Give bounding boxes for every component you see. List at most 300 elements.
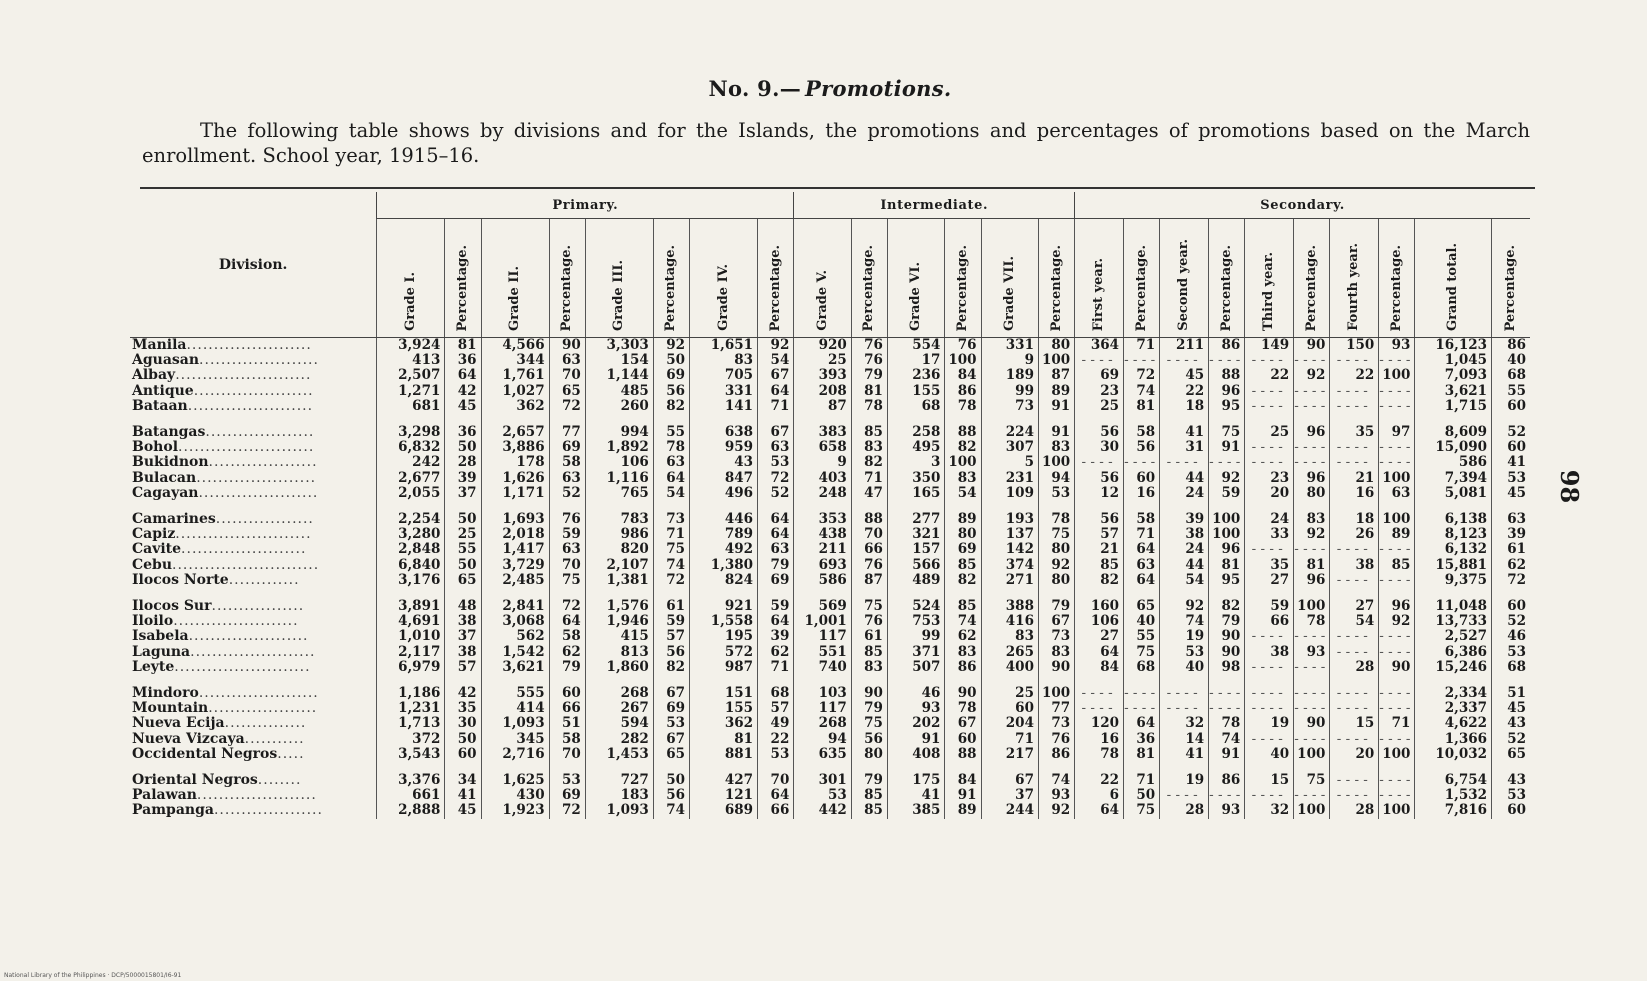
column-header-label: Grade III.	[611, 259, 627, 331]
table-cell: 78	[945, 399, 981, 414]
table-cell: 69	[653, 368, 689, 383]
table-cell: 6,132	[1415, 542, 1492, 557]
table-cell: 100	[1379, 368, 1415, 383]
table-cell: 79	[851, 368, 887, 383]
column-header-label: Grade IV.	[715, 264, 731, 331]
table-cell: 100	[1038, 686, 1074, 701]
table-cell: 34	[445, 773, 481, 788]
table-cell: 56	[1075, 512, 1124, 527]
table-cell: 52	[549, 486, 585, 501]
table-cell: 22	[1330, 368, 1379, 383]
table-cell: 727	[585, 773, 653, 788]
table-cell: 41	[1160, 747, 1209, 762]
table-cell: 19	[1160, 629, 1209, 644]
table-cell: 46	[1492, 629, 1530, 644]
table-cell: 372	[377, 732, 445, 747]
column-header	[377, 219, 445, 338]
table-cell: 16,123	[1415, 338, 1492, 354]
table-cell: 60	[1492, 440, 1530, 455]
table-cell: 57	[758, 701, 794, 716]
division-name: Bataan	[132, 397, 188, 414]
table-cell: 56	[1124, 440, 1160, 455]
table-cell: 3,176	[377, 573, 445, 588]
table-cell: 38	[1245, 645, 1294, 660]
table-cell: 74	[653, 558, 689, 573]
table-cell: 75	[851, 716, 887, 731]
table-cell: 100	[1038, 455, 1074, 470]
table-cell: 65	[653, 747, 689, 762]
division-name: Nueva Ecija	[132, 715, 225, 732]
table-cell: 21	[1330, 471, 1379, 486]
table-cell: 99	[981, 384, 1038, 399]
division-name-cell	[130, 558, 377, 573]
table-cell: 61	[1492, 542, 1530, 557]
table-cell: 65	[549, 384, 585, 399]
division-name-cell	[130, 614, 377, 629]
column-header-label: Percentage.	[954, 244, 970, 331]
table-cell: 15,246	[1415, 660, 1492, 675]
table-cell: 282	[585, 732, 653, 747]
table-cell: 77	[1038, 701, 1074, 716]
table-cell: 2,055	[377, 486, 445, 501]
table-cell: 39	[758, 629, 794, 644]
table-cell: 38	[445, 614, 481, 629]
table-cell: 92	[1038, 803, 1074, 818]
table-cell: 39	[1492, 527, 1530, 542]
table-cell: 70	[549, 368, 585, 383]
table-cell: 9	[981, 353, 1038, 368]
table-cell: 2,716	[481, 747, 549, 762]
table-cell: 33	[1245, 527, 1294, 542]
empty-cell: - - - -	[1160, 686, 1209, 701]
table-cell: 65	[1492, 747, 1530, 762]
table-cell: 22	[1075, 773, 1124, 788]
table-cell: 37	[981, 788, 1038, 803]
group-primary: Primary.	[377, 192, 794, 219]
division-name: Bukidnon	[132, 454, 209, 471]
table-cell: 94	[794, 732, 851, 747]
table-cell: 562	[481, 629, 549, 644]
table-cell: 68	[1492, 660, 1530, 675]
table-cell: 783	[585, 512, 653, 527]
top-rule	[140, 187, 1535, 189]
table-cell: 66	[851, 542, 887, 557]
table-cell: 69	[1075, 368, 1124, 383]
table-cell: 61	[653, 599, 689, 614]
column-header-label: Percentage.	[1303, 244, 1319, 331]
table-cell: 62	[1492, 558, 1530, 573]
table-cell: 103	[794, 686, 851, 701]
table-cell: 242	[377, 455, 445, 470]
table-cell: 53	[758, 455, 794, 470]
page-number: 98	[1555, 469, 1585, 504]
table-cell: 56	[653, 788, 689, 803]
column-header	[1330, 219, 1379, 338]
empty-cell: - - - -	[1330, 701, 1379, 716]
table-cell: 97	[1379, 425, 1415, 440]
table-row	[130, 660, 1530, 675]
table-cell: 64	[758, 527, 794, 542]
table-cell: 92	[1294, 527, 1330, 542]
table-cell: 59	[653, 614, 689, 629]
table-cell: 90	[945, 686, 981, 701]
table-cell: 75	[851, 599, 887, 614]
empty-cell: - - - -	[1294, 686, 1330, 701]
table-cell: 824	[689, 573, 757, 588]
table-cell: 813	[585, 645, 653, 660]
table-cell: 106	[585, 455, 653, 470]
table-cell: 7,093	[1415, 368, 1492, 383]
empty-cell: - - - -	[1075, 701, 1124, 716]
table-cell: 59	[758, 599, 794, 614]
table-cell: 19	[1160, 773, 1209, 788]
table-cell: 25	[981, 686, 1038, 701]
table-cell: 25	[445, 527, 481, 542]
table-cell: 62	[549, 645, 585, 660]
empty-cell: - - - -	[1075, 353, 1124, 368]
table-cell: 81	[1124, 747, 1160, 762]
table-cell: 87	[851, 573, 887, 588]
table-cell: 71	[1124, 527, 1160, 542]
empty-cell: - - - -	[1330, 353, 1379, 368]
table-title	[0, 76, 1647, 101]
table-cell: 12	[1075, 486, 1124, 501]
table-cell: 24	[1245, 512, 1294, 527]
column-header-label: Fourth year.	[1346, 243, 1362, 331]
table-cell: 32	[1160, 716, 1209, 731]
table-cell: 3,376	[377, 773, 445, 788]
column-header-label: Grade V.	[814, 270, 830, 331]
division-name-cell	[130, 629, 377, 644]
table-cell: 403	[794, 471, 851, 486]
table-cell: 64	[758, 512, 794, 527]
table-cell: 81	[851, 384, 887, 399]
table-cell: 66	[1245, 614, 1294, 629]
table-cell: 1,186	[377, 686, 445, 701]
table-cell: 7,394	[1415, 471, 1492, 486]
table-cell: 71	[981, 732, 1038, 747]
table-cell: 6,754	[1415, 773, 1492, 788]
table-cell: 64	[1075, 645, 1124, 660]
empty-cell: - - - -	[1124, 701, 1160, 716]
column-header	[945, 219, 981, 338]
table-cell: 51	[1492, 686, 1530, 701]
division-name-cell	[130, 732, 377, 747]
table-cell: 1,626	[481, 471, 549, 486]
group-secondary: Secondary.	[1075, 192, 1530, 219]
table-cell: 1,576	[585, 599, 653, 614]
table-cell: 1,417	[481, 542, 549, 557]
table-cell: 41	[445, 788, 481, 803]
table-cell: 430	[481, 788, 549, 803]
table-cell: 20	[1245, 486, 1294, 501]
table-cell: 50	[445, 440, 481, 455]
table-cell: 364	[1075, 338, 1124, 354]
table-cell: 67	[1038, 614, 1074, 629]
table-cell: 1,093	[481, 716, 549, 731]
table-cell: 489	[887, 573, 944, 588]
table-cell: 96	[1294, 471, 1330, 486]
table-cell: 388	[981, 599, 1038, 614]
division-name: Mountain	[132, 700, 209, 717]
empty-cell: - - - -	[1209, 455, 1245, 470]
column-header	[758, 219, 794, 338]
table-cell: 554	[887, 338, 944, 354]
table-cell: 236	[887, 368, 944, 383]
empty-cell: - - - -	[1294, 701, 1330, 716]
table-cell: 39	[445, 471, 481, 486]
table-cell: 78	[1209, 716, 1245, 731]
column-header	[851, 219, 887, 338]
empty-cell: - - - -	[1379, 455, 1415, 470]
table-cell: 75	[1038, 527, 1074, 542]
table-cell: 98	[1209, 660, 1245, 675]
division-name-cell	[130, 788, 377, 803]
column-header	[585, 219, 653, 338]
division-name-cell	[130, 773, 377, 788]
table-cell: 820	[585, 542, 653, 557]
table-cell: 73	[1038, 629, 1074, 644]
table-cell: 1,380	[689, 558, 757, 573]
table-cell: 67	[945, 716, 981, 731]
table-cell: 1,715	[1415, 399, 1492, 414]
table-row	[130, 788, 1530, 803]
table-cell: 64	[653, 471, 689, 486]
table-cell: 160	[1075, 599, 1124, 614]
division-name-cell	[130, 338, 377, 354]
table-cell: 80	[1038, 542, 1074, 557]
table-cell: 71	[851, 471, 887, 486]
table-cell: 63	[549, 471, 585, 486]
empty-cell: - - - -	[1330, 686, 1379, 701]
table-cell: 2,254	[377, 512, 445, 527]
table-cell: 492	[689, 542, 757, 557]
empty-cell: - - - -	[1294, 660, 1330, 675]
table-cell: 14	[1160, 732, 1209, 747]
table-cell: 20	[1330, 747, 1379, 762]
table-cell: 693	[794, 558, 851, 573]
table-cell: 82	[945, 440, 981, 455]
empty-cell: - - - -	[1330, 542, 1379, 557]
table-cell: 1,713	[377, 716, 445, 731]
division-name: Camarines	[132, 511, 216, 528]
empty-cell: - - - -	[1294, 353, 1330, 368]
division-name: Bohol	[132, 439, 179, 456]
table-cell: 56	[1075, 471, 1124, 486]
table-cell: 345	[481, 732, 549, 747]
empty-cell: - - - -	[1245, 686, 1294, 701]
table-cell: 6,832	[377, 440, 445, 455]
table-cell: 89	[1379, 527, 1415, 542]
division-name-cell	[130, 803, 377, 818]
table-cell: 24	[1160, 542, 1209, 557]
table-cell: 1,171	[481, 486, 549, 501]
table-cell: 414	[481, 701, 549, 716]
table-cell: 569	[794, 599, 851, 614]
table-cell: 24	[1160, 486, 1209, 501]
table-row	[130, 573, 1530, 588]
table-cell: 83	[689, 353, 757, 368]
table-cell: 847	[689, 471, 757, 486]
empty-cell: - - - -	[1245, 384, 1294, 399]
table-cell: 38	[445, 645, 481, 660]
table-cell: 1,027	[481, 384, 549, 399]
empty-cell: - - - -	[1294, 440, 1330, 455]
division-name-cell	[130, 645, 377, 660]
table-cell: 64	[758, 384, 794, 399]
table-cell: 183	[585, 788, 653, 803]
table-subject: Promotions.	[805, 76, 952, 101]
table-cell: 70	[549, 558, 585, 573]
table-cell: 78	[945, 701, 981, 716]
table-cell: 93	[1038, 788, 1074, 803]
table-cell: 1,116	[585, 471, 653, 486]
table-cell: 49	[758, 716, 794, 731]
table-cell: 53	[1492, 788, 1530, 803]
table-cell: 350	[887, 471, 944, 486]
table-cell: 96	[1379, 599, 1415, 614]
table-cell: 79	[851, 701, 887, 716]
column-header	[794, 219, 851, 338]
empty-cell: - - - -	[1160, 353, 1209, 368]
table-cell: 35	[445, 701, 481, 716]
table-cell: 86	[1209, 338, 1245, 354]
table-cell: 74	[1160, 614, 1209, 629]
leader-dots: ......................	[199, 352, 319, 369]
table-cell: 442	[794, 803, 851, 818]
table-cell: 555	[481, 686, 549, 701]
column-header-label: Percentage.	[1133, 244, 1149, 331]
table-cell: 1,542	[481, 645, 549, 660]
table-cell: 53	[1492, 471, 1530, 486]
table-cell: 22	[758, 732, 794, 747]
table-cell: 1,946	[585, 614, 653, 629]
table-cell: 75	[1209, 425, 1245, 440]
table-cell: 117	[794, 701, 851, 716]
division-name-cell	[130, 599, 377, 614]
division-name-cell	[130, 686, 377, 701]
table-cell: 400	[981, 660, 1038, 675]
table-cell: 141	[689, 399, 757, 414]
empty-cell: - - - -	[1379, 732, 1415, 747]
table-cell: 3,621	[1415, 384, 1492, 399]
empty-cell: - - - -	[1379, 701, 1415, 716]
table-cell: 155	[689, 701, 757, 716]
table-cell: 137	[981, 527, 1038, 542]
table-cell: 69	[549, 440, 585, 455]
table-cell: 58	[1124, 512, 1160, 527]
leader-dots: ....................	[213, 802, 323, 819]
table-cell: 96	[1294, 425, 1330, 440]
table-cell: 1,010	[377, 629, 445, 644]
table-cell: 3,891	[377, 599, 445, 614]
table-cell: 3,303	[585, 338, 653, 354]
table-cell: 87	[794, 399, 851, 414]
table-cell: 88	[945, 747, 981, 762]
table-cell: 90	[1379, 660, 1415, 675]
table-cell: 3,621	[481, 660, 549, 675]
empty-cell: - - - -	[1294, 384, 1330, 399]
table-cell: 56	[653, 384, 689, 399]
table-cell: 64	[1124, 573, 1160, 588]
column-header-label: Grade I.	[402, 272, 418, 331]
empty-cell: - - - -	[1379, 686, 1415, 701]
table-cell: 740	[794, 660, 851, 675]
table-row	[130, 716, 1530, 731]
table-cell: 27	[1330, 599, 1379, 614]
table-cell: 72	[1124, 368, 1160, 383]
column-header	[1294, 219, 1330, 338]
table-cell: 100	[1038, 353, 1074, 368]
table-cell: 82	[851, 455, 887, 470]
empty-cell: - - - -	[1245, 353, 1294, 368]
table-cell: 63	[653, 455, 689, 470]
table-cell: 15,881	[1415, 558, 1492, 573]
empty-cell: - - - -	[1379, 440, 1415, 455]
leader-dots: ....................	[208, 700, 318, 717]
table-cell: 765	[585, 486, 653, 501]
table-cell: 321	[887, 527, 944, 542]
empty-cell: - - - -	[1330, 645, 1379, 660]
table-cell: 71	[653, 527, 689, 542]
table-cell: 6	[1075, 788, 1124, 803]
table-cell: 63	[1379, 486, 1415, 501]
table-cell: 83	[945, 471, 981, 486]
table-cell: 41	[887, 788, 944, 803]
table-cell: 15	[1245, 773, 1294, 788]
table-cell: 83	[945, 645, 981, 660]
empty-cell: - - - -	[1124, 353, 1160, 368]
table-cell: 63	[1124, 558, 1160, 573]
table-row	[130, 353, 1530, 368]
table-cell: 75	[1124, 803, 1160, 818]
empty-cell: - - - -	[1160, 788, 1209, 803]
table-cell: 83	[1038, 440, 1074, 455]
division-name-cell	[130, 716, 377, 731]
table-row	[130, 803, 1530, 818]
column-header-label: Second year.	[1176, 239, 1192, 331]
division-name-cell	[130, 455, 377, 470]
table-cell: 211	[1160, 338, 1209, 354]
table-cell: 2,018	[481, 527, 549, 542]
table-cell: 60	[1124, 471, 1160, 486]
table-cell: 67	[653, 686, 689, 701]
leader-dots: ......................	[188, 628, 309, 645]
table-cell: 64	[1124, 542, 1160, 557]
empty-cell: - - - -	[1294, 455, 1330, 470]
table-cell: 25	[1245, 425, 1294, 440]
column-header	[887, 219, 944, 338]
table-cell: 55	[1124, 629, 1160, 644]
table-row	[130, 368, 1530, 383]
table-cell: 53	[794, 788, 851, 803]
table-cell: 2,841	[481, 599, 549, 614]
table-cell: 18	[1160, 399, 1209, 414]
table-cell: 45	[1492, 701, 1530, 716]
table-cell: 204	[981, 716, 1038, 731]
table-cell: 45	[445, 399, 481, 414]
table-cell: 52	[1492, 425, 1530, 440]
table-cell: 265	[981, 645, 1038, 660]
empty-cell: - - - -	[1245, 788, 1294, 803]
column-header	[1415, 219, 1492, 338]
table-cell: 81	[445, 338, 481, 354]
division-name: Aguasan	[132, 352, 200, 369]
table-cell: 59	[1209, 486, 1245, 501]
table-cell: 121	[689, 788, 757, 803]
table-cell: 76	[851, 558, 887, 573]
division-name: Cagayan	[132, 484, 199, 501]
